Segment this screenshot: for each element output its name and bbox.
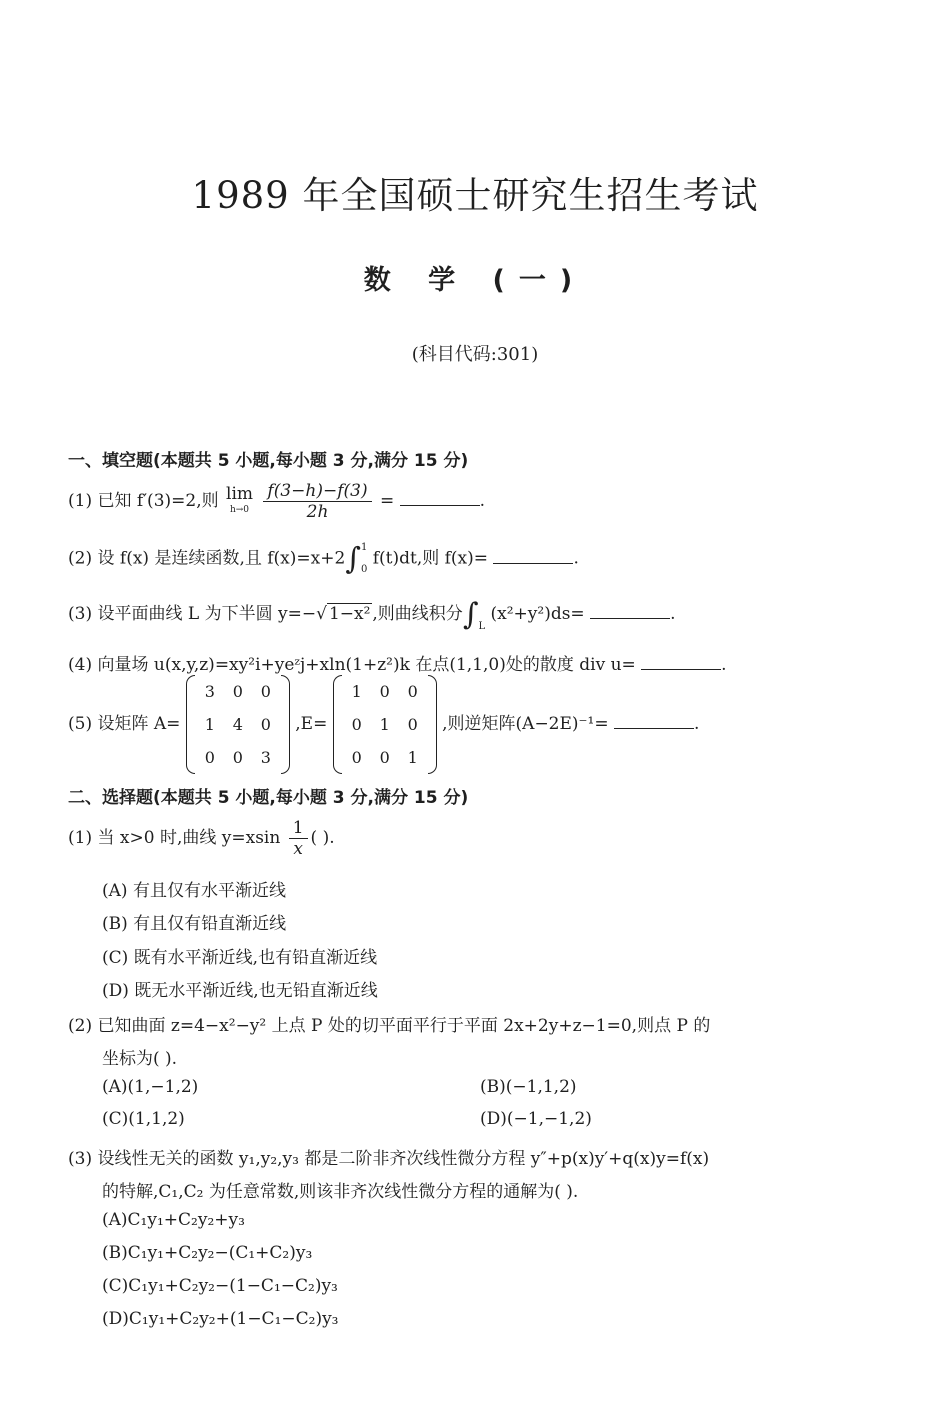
matrix-cell: 4 — [232, 715, 243, 734]
option-d[interactable]: (D)(−1,−1,2) — [480, 1109, 592, 1129]
exam-title: 1989 年全国硕士研究生招生考试 — [191, 174, 759, 217]
question-text: 设线性无关的函数 y₁,y₂,y₃ 都是二阶非齐次线性微分方程 y″+p(x)y′+q(x)y=f(x) — [97, 1149, 710, 1169]
answer-blank[interactable] — [590, 604, 670, 619]
matrix-cell: 1 — [407, 748, 418, 767]
matrix-row — [196, 708, 280, 741]
question-text: 设 f(x) 是连续函数,且 f(x)=x+2 — [97, 548, 346, 569]
fraction — [263, 481, 371, 522]
numerator: f(3−h)−f(3) — [263, 481, 371, 502]
denominator: 2h — [306, 502, 329, 522]
period: . — [721, 655, 727, 675]
fill-question-3 — [68, 597, 676, 632]
question-number: (1) — [68, 491, 93, 511]
question-text: 已知 f′(3)=2,则 — [97, 491, 219, 511]
int-lower: L — [478, 621, 486, 632]
option-a[interactable]: (A)(1,−1,2) — [102, 1077, 199, 1097]
question-text-2: ,则曲线积分 — [372, 604, 463, 624]
question-number: (2) — [68, 1016, 93, 1036]
answer-blank[interactable] — [493, 549, 573, 564]
question-text: 设矩阵 A= — [97, 714, 181, 734]
answer-blank[interactable] — [641, 655, 721, 670]
option-c[interactable]: (C)C₁y₁+C₂y₂−(1−C₁−C₂)y₃ — [102, 1276, 338, 1296]
section-2-heading: 二、选择题(本题共 5 小题,每小题 3 分,满分 15 分) — [68, 788, 469, 808]
matrix-row — [343, 675, 427, 708]
question-number: (1) — [68, 828, 93, 848]
fill-question-4 — [68, 650, 727, 675]
matrix-row — [196, 675, 280, 708]
matrix-cell: 0 — [232, 748, 243, 767]
question-text-line2: 的特解,C₁,C₂ 为任意常数,则该非齐次线性微分方程的通解为( ). — [102, 1182, 579, 1202]
sqrt-content: 1−x² — [328, 604, 371, 624]
matrix-cell: 1 — [351, 682, 362, 701]
question-text-3: (x²+y²)ds= — [490, 604, 585, 624]
matrix-e — [333, 675, 437, 774]
option-b[interactable]: (B) 有且仅有铅直渐近线 — [102, 914, 287, 934]
option-d[interactable]: (D) 既无水平渐近线,也无铅直渐近线 — [102, 981, 378, 1001]
matrix-cell: 0 — [379, 682, 390, 701]
question-text: 已知曲面 z=4−x²−y² 上点 P 处的切平面平行于平面 2x+2y+z−1=0,则点 P 的 — [97, 1016, 711, 1036]
matrix-cell: 0 — [379, 748, 390, 767]
int-upper: 1 — [360, 542, 368, 553]
lim-subscript: h→0 — [229, 504, 250, 515]
limit-operator — [226, 483, 254, 518]
fill-question-5 — [68, 675, 699, 774]
matrix-cell: 3 — [204, 682, 215, 701]
period: . — [670, 604, 676, 624]
equals-sign: = — [380, 491, 395, 511]
answer-blank[interactable] — [614, 714, 694, 729]
denominator: x — [293, 839, 303, 859]
matrix-cell: 1 — [379, 715, 390, 734]
option-c[interactable]: (C)(1,1,2) — [102, 1109, 185, 1129]
matrix-cell: 0 — [351, 715, 362, 734]
answer-paren: ( ). — [310, 828, 335, 848]
question-number: (3) — [68, 604, 93, 624]
integral-sign: ∫ — [345, 541, 361, 577]
question-number: (5) — [68, 714, 93, 734]
numerator: 1 — [289, 818, 308, 839]
integral-sign: ∫ — [462, 597, 479, 632]
matrix-cell: 0 — [260, 682, 271, 701]
matrix-row — [343, 708, 427, 741]
matrix-cell: 3 — [260, 748, 271, 767]
question-text: 当 x>0 时,曲线 y=xsin — [97, 828, 281, 848]
subject-code: (科目代码:301) — [411, 344, 539, 365]
matrix-cell: 0 — [407, 682, 418, 701]
option-a[interactable]: (A) 有且仅有水平渐近线 — [102, 881, 286, 901]
question-text-line2: 坐标为( ). — [102, 1049, 178, 1069]
fill-question-1 — [68, 481, 485, 522]
matrix-cell: 0 — [407, 715, 418, 734]
matrix-row — [196, 741, 280, 774]
int-lower: 0 — [360, 564, 368, 575]
question-text-2: f(t)dt,则 f(x)= — [372, 548, 489, 569]
option-b[interactable]: (B)(−1,1,2) — [480, 1077, 577, 1097]
period: . — [479, 491, 486, 511]
matrix-row — [343, 741, 427, 774]
matrix-cell: 1 — [204, 715, 215, 734]
matrix-cell: 0 — [204, 748, 215, 767]
section-1-heading: 一、填空题(本题共 5 小题,每小题 3 分,满分 15 分) — [68, 451, 469, 471]
option-c[interactable]: (C) 既有水平渐近线,也有铅直渐近线 — [102, 948, 378, 968]
matrix-cell: 0 — [232, 682, 243, 701]
option-a[interactable]: (A)C₁y₁+C₂y₂+y₃ — [102, 1210, 245, 1230]
sqrt-sign: √ — [316, 604, 327, 624]
question-number: (2) — [68, 548, 93, 569]
question-text-3: ,则逆矩阵(A−2E)⁻¹= — [442, 714, 609, 734]
matrix-cell: 0 — [351, 748, 362, 767]
lim-text: lim — [226, 483, 254, 504]
question-number: (3) — [68, 1149, 93, 1169]
question-number: (4) — [68, 655, 93, 675]
fill-question-2 — [68, 541, 579, 577]
fraction — [289, 818, 308, 859]
exam-subtitle: 数 学 (一) — [363, 265, 587, 296]
answer-blank[interactable] — [400, 491, 480, 506]
option-b[interactable]: (B)C₁y₁+C₂y₂−(C₁+C₂)y₃ — [102, 1243, 313, 1263]
option-d[interactable]: (D)C₁y₁+C₂y₂+(1−C₁−C₂)y₃ — [102, 1309, 339, 1329]
choice-question-2 — [68, 1011, 710, 1036]
question-text-2: ,E= — [295, 714, 328, 734]
question-text: 向量场 u(x,y,z)=xy²i+yeᶻj+xln(1+z²)k 在点(1,1,0)处的散度 div u= — [97, 655, 636, 675]
choice-question-3 — [68, 1144, 709, 1169]
choice-question-1 — [68, 818, 335, 859]
period: . — [693, 714, 700, 734]
question-text: 设平面曲线 L 为下半圆 y=− — [97, 604, 317, 624]
period: . — [573, 548, 579, 569]
matrix-cell: 0 — [260, 715, 271, 734]
matrix-a — [186, 675, 290, 774]
